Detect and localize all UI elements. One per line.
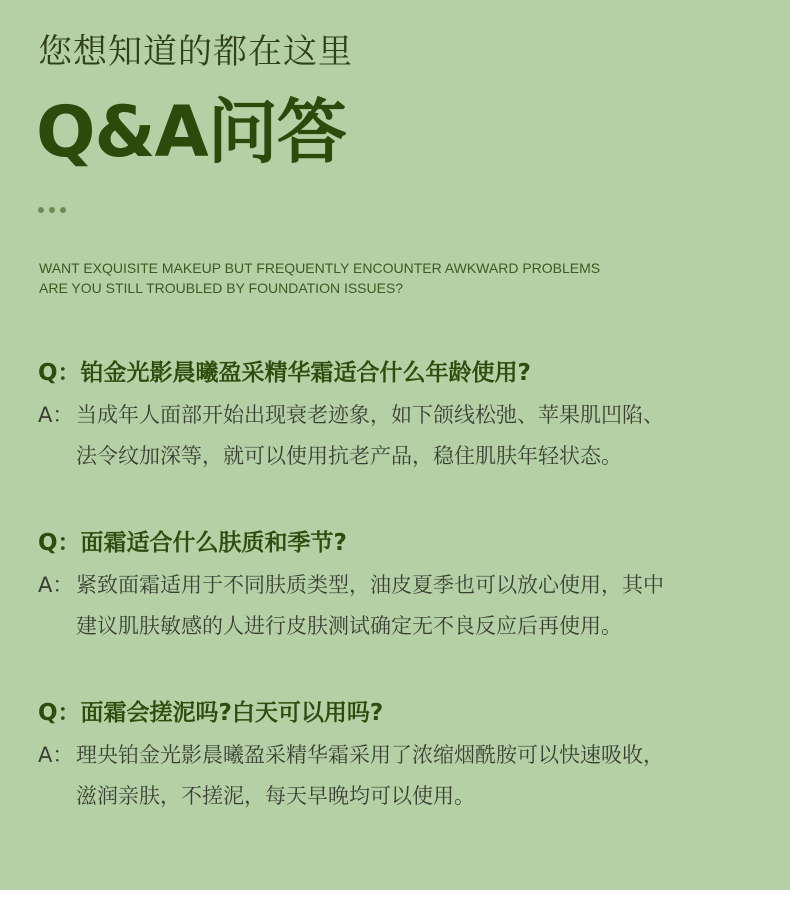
answer-line: 建议肌肤敏感的人进行皮肤测试确定无不良反应后再使用。	[76, 614, 622, 638]
dot-icon	[60, 207, 66, 213]
qa-item-1	[38, 357, 768, 477]
answer-text	[76, 735, 768, 817]
answer-text	[76, 565, 768, 647]
answer-prefix: A：	[38, 573, 74, 597]
qa-item-3	[38, 697, 768, 817]
answer-line: 法令纹加深等，就可以使用抗老产品，稳住肌肤年轻状态。	[76, 444, 622, 468]
question-text: Q：面霜适合什么肤质和季节?	[38, 530, 347, 556]
answer-prefix: A：	[38, 743, 74, 767]
answer-block	[38, 395, 768, 477]
answer-line: 当成年人面部开始出现衰老迹象，如下颌线松弛、苹果肌凹陷、	[76, 403, 664, 427]
answer-line: 理央铂金光影晨曦盈采精华霜采用了浓缩烟酰胺可以快速吸收，	[76, 743, 664, 767]
answer-block	[38, 565, 768, 647]
decorative-dots	[38, 207, 66, 213]
answer-line: 紧致面霜适用于不同肤质类型，油皮夏季也可以放心使用，其中	[76, 573, 664, 597]
english-tagline	[39, 258, 600, 298]
qa-item-2	[38, 527, 768, 647]
answer-line: 滋润亲肤，不搓泥，每天早晚均可以使用。	[76, 784, 475, 808]
answer-block	[38, 735, 768, 817]
english-line-2: ARE YOU STILL TROUBLED BY FOUNDATION ISSUES?	[39, 280, 404, 296]
header-subtitle: 您想知道的都在这里	[38, 32, 353, 72]
answer-text	[76, 395, 768, 477]
page-title: Q&A问答	[36, 91, 346, 173]
answer-prefix: A：	[38, 403, 74, 427]
english-line-1: WANT EXQUISITE MAKEUP BUT FREQUENTLY ENCOUNTER AWKWARD PROBLEMS	[39, 260, 601, 276]
question-text: Q：铂金光影晨曦盈采精华霜适合什么年龄使用?	[38, 360, 531, 386]
dot-icon	[38, 207, 44, 213]
dot-icon	[49, 207, 55, 213]
question-text: Q：面霜会搓泥吗?白天可以用吗?	[38, 700, 384, 726]
